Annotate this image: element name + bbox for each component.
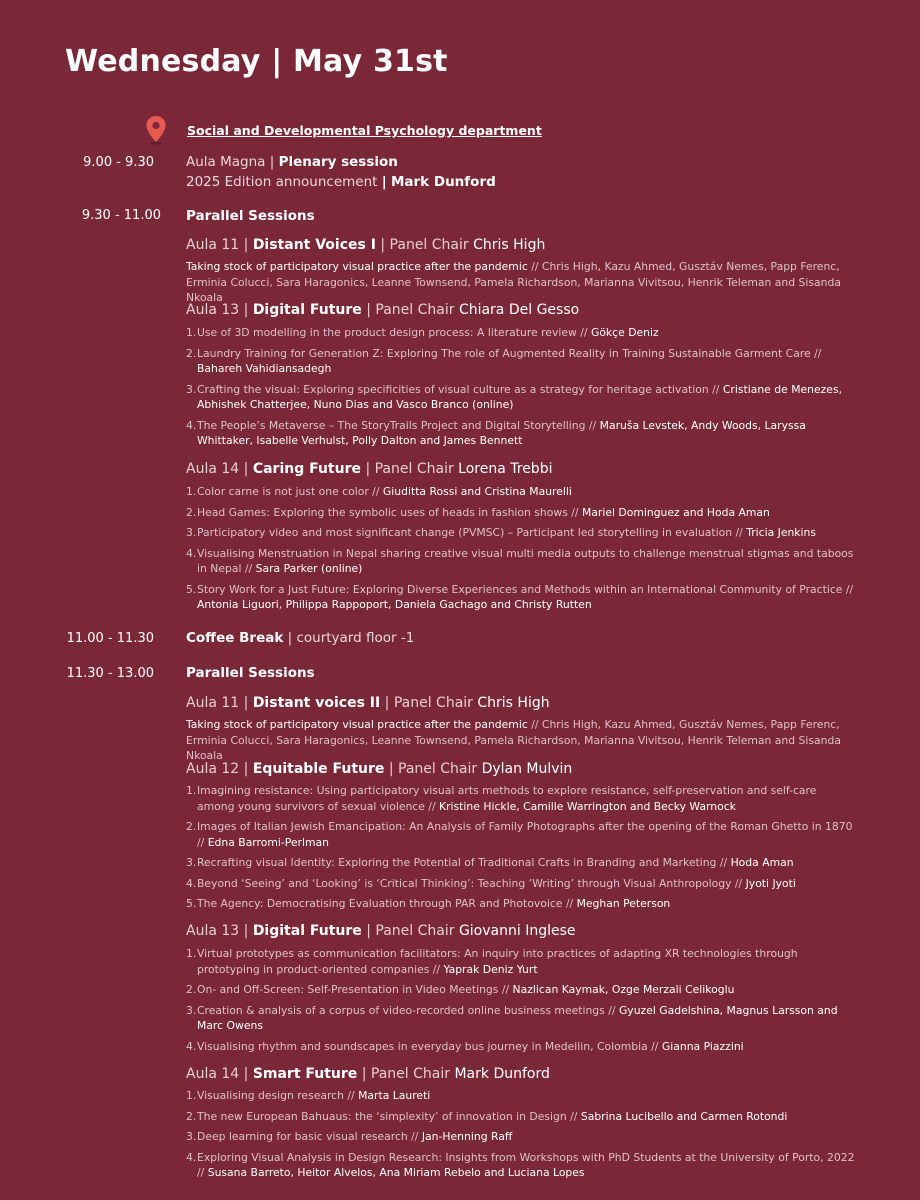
room-label: Aula 14 | xyxy=(186,461,249,477)
paper-title: The new European Bahuaus: the ‘simplexity’ of innovation in Design // xyxy=(197,1109,578,1123)
item-number: 4. xyxy=(186,1039,197,1053)
panel-name: Equitable Future xyxy=(252,761,385,777)
room-label: Aula 12 | xyxy=(186,761,249,777)
paper-title: Recrafting visual Identity: Exploring the Potential of Traditional Crafts in Branding and Marketing // xyxy=(197,856,728,869)
paper-item xyxy=(186,1129,856,1145)
paper-title: Deep learning for basic visual research // xyxy=(197,1130,419,1143)
panel-header xyxy=(186,761,572,777)
paper-authors: Nazlican Kaymak, Ozge Merzali Celikoglu xyxy=(512,983,735,996)
paper-item xyxy=(186,1088,856,1104)
paper-title: Beyond ‘Seeing’ and ‘Looking’ is ‘Critical Thinking’: Teaching ‘Writing’ through Visual Anthropology // xyxy=(197,876,743,890)
item-number: 2. xyxy=(186,820,197,833)
paper-authors: Giuditta Rossi and Cristina Maurelli xyxy=(382,485,572,498)
item-number: 4. xyxy=(186,546,197,560)
paper-authors: Gyuzel Gadelshina, Magnus Larsson and Marc Owens xyxy=(197,1003,838,1032)
panel-description xyxy=(186,717,856,764)
item-number: 3. xyxy=(186,382,197,396)
paper-item xyxy=(186,946,856,977)
venue-link[interactable]: Social and Developmental Psychology department xyxy=(187,123,542,138)
paper-item xyxy=(186,484,856,500)
paper-title: The Agency: Democratising Evaluation through PAR and Photovoice // xyxy=(197,897,574,910)
paper-authors: Gianna Piazzini xyxy=(661,1039,744,1053)
item-number: 2. xyxy=(186,1109,197,1123)
panel-header xyxy=(186,923,576,939)
section-heading: Parallel Sessions xyxy=(186,208,315,224)
paper-title: Use of 3D modelling in the product design process: A literature review // xyxy=(197,326,588,339)
paper-authors: Tricia Jenkins xyxy=(746,526,817,539)
paper-item xyxy=(186,1109,856,1125)
item-number: 3. xyxy=(186,1130,197,1143)
room-label: Aula Magna | xyxy=(186,154,275,170)
chair-name: Chiara Del Gesso xyxy=(458,302,580,318)
paper-authors: Cristiane de Menezes, Abhishek Chatterjee, Nuno Dias and Vasco Branco (online) xyxy=(197,382,842,411)
paper-item xyxy=(186,418,856,449)
paper-authors: Jyoti Jyoti xyxy=(745,876,796,890)
description-authors: // Chris High, Kazu Ahmed, Gusztáv Nemes, Papp Ferenc, Erminia Colucci, Sara Haragonics, Leanne Townsend, Pamela Richardson, Marianna Vivitsou, Henrik Teleman and Sisanda Nkoala xyxy=(186,260,841,304)
paper-item xyxy=(186,382,856,413)
paper-item xyxy=(186,325,856,341)
panel-description xyxy=(186,259,856,306)
paper-authors: Kristine Hickle, Camille Warrington and Becky Warnock xyxy=(439,799,736,813)
paper-item xyxy=(186,525,856,541)
chair-name: Chris High xyxy=(473,237,546,253)
time-slot: 11.00 - 11.30 xyxy=(66,631,154,646)
paper-authors: Susana Barreto, Heitor Alvelos, Ana Miriam Rebelo and Luciana Lopes xyxy=(207,1166,585,1179)
chair-label: | Panel Chair xyxy=(366,302,455,318)
room-label: Aula 13 | xyxy=(186,302,249,318)
plenary-line xyxy=(186,154,398,170)
chair-label: | Panel Chair xyxy=(361,1066,451,1082)
chair-label: | Panel Chair xyxy=(365,461,454,477)
chair-label: | Panel Chair xyxy=(380,237,469,253)
paper-title: Exploring Visual Analysis in Design Research: Insights from Workshops with PhD Students at the University of Porto, 2022 // xyxy=(197,1150,855,1179)
paper-title: Head Games: Exploring the symbolic uses of heads in fashion shows // xyxy=(197,505,579,519)
item-number: 4. xyxy=(186,876,197,890)
paper-item xyxy=(186,1003,856,1034)
room-label: Aula 13 | xyxy=(186,923,249,939)
paper-authors: Sabrina Lucibello and Carmen Rotondi xyxy=(580,1109,788,1123)
coffee-break-label: Coffee Break xyxy=(186,630,284,646)
paper-authors: Jan-Henning Raff xyxy=(421,1130,513,1143)
room-label: Aula 11 | xyxy=(186,695,249,711)
item-number: 2. xyxy=(186,346,197,360)
coffee-break-line xyxy=(186,630,414,646)
paper-item xyxy=(186,346,856,377)
paper-title: Color carne is not just one color // xyxy=(197,485,380,498)
time-slot: 9.30 - 11.00 xyxy=(81,208,161,223)
panel-header xyxy=(186,461,552,477)
paper-authors: Edna Barromi-Perlman xyxy=(207,835,329,849)
page-title: Wednesday | May 31st xyxy=(65,44,448,79)
item-number: 1. xyxy=(186,1089,197,1102)
chair-name: Giovanni Inglese xyxy=(458,923,576,939)
paper-list xyxy=(186,946,856,1059)
location-pin-icon xyxy=(145,115,167,145)
paper-item xyxy=(186,1150,856,1181)
item-number: 1. xyxy=(186,947,197,960)
paper-title: Imagining resistance: Using participatory visual arts methods to explore resistance, self-preservation and self-care among young survivors of sexual violence // xyxy=(197,784,817,813)
panel-name: Distant Voices I xyxy=(252,237,376,253)
chair-name: Chris High xyxy=(477,695,550,711)
speaker-name: Mark Dunford xyxy=(390,174,496,190)
paper-item xyxy=(186,1039,856,1055)
section-heading: Parallel Sessions xyxy=(186,665,315,681)
paper-item xyxy=(186,582,856,613)
paper-title: Visualising rhythm and soundscapes in everyday bus journey in Medellin, Colombia // xyxy=(197,1039,659,1053)
paper-item xyxy=(186,819,856,850)
paper-authors: Antonia Liguori, Philippa Rappoport, Daniela Gachago and Christy Rutten xyxy=(197,598,592,611)
item-number: 1. xyxy=(186,326,197,339)
room-label: Aula 11 | xyxy=(186,237,249,253)
item-number: 3. xyxy=(186,526,197,539)
panel-name: Distant voices II xyxy=(252,695,381,711)
separator: | xyxy=(381,174,387,190)
panel-header xyxy=(186,237,545,253)
panel-header xyxy=(186,695,550,711)
paper-authors: Marta Laureti xyxy=(358,1089,431,1102)
panel-name: Digital Future xyxy=(252,923,362,939)
time-slot: 9.00 - 9.30 xyxy=(83,155,154,170)
paper-item xyxy=(186,783,856,814)
item-number: 1. xyxy=(186,784,197,797)
paper-title: Story Work for a Just Future: Exploring Diverse Experiences and Methods within an International Community of Practice // xyxy=(197,582,854,596)
panel-header xyxy=(186,1066,550,1082)
paper-authors: Maruša Levstek, Andy Woods, Laryssa Whittaker, Isabelle Verhulst, Polly Dalton and James Bennett xyxy=(197,418,806,447)
paper-title: Participatory video and most significant change (PVMSC) – Participant led storytelling in evaluation // xyxy=(197,526,743,539)
announcement-line xyxy=(186,174,496,190)
paper-list xyxy=(186,325,856,454)
paper-list xyxy=(186,783,856,917)
coffee-break-location: | courtyard floor -1 xyxy=(287,630,415,646)
chair-label: | Panel Chair xyxy=(388,761,478,777)
paper-authors: Gökçe Deniz xyxy=(590,326,659,339)
paper-authors: Mariel Dominguez and Hoda Aman xyxy=(581,505,770,519)
paper-title: Creation & analysis of a corpus of video-recorded online business meetings // xyxy=(197,1003,616,1017)
chair-label: | Panel Chair xyxy=(366,923,455,939)
paper-list xyxy=(186,1088,856,1186)
item-number: 5. xyxy=(186,897,197,910)
paper-title: Crafting the visual: Exploring specificities of visual culture as a strategy for heritage activation // xyxy=(197,382,720,396)
paper-title: Images of Italian Jewish Emancipation: An Analysis of Family Photographs after the opening of the Roman Ghetto in 1870 // xyxy=(197,820,853,849)
paper-title: The People’s Metaverse – The StoryTrails Project and Digital Storytelling // xyxy=(197,418,597,432)
paper-authors: Bahareh Vahidiansadegh xyxy=(197,362,332,375)
time-slot: 11.30 - 13.00 xyxy=(66,666,154,681)
item-number: 3. xyxy=(186,856,197,869)
paper-item xyxy=(186,855,856,871)
paper-authors: Sara Parker (online) xyxy=(255,562,363,575)
paper-title: Visualising Menstruation in Nepal sharing creative visual multi media outputs to challenge menstrual stigmas and taboos in Nepal // xyxy=(197,546,854,575)
chair-name: Lorena Trebbi xyxy=(458,461,553,477)
description-lead: Taking stock of participatory visual practice after the pandemic xyxy=(186,260,528,273)
description-authors: // Chris High, Kazu Ahmed, Gusztáv Nemes, Papp Ferenc, Erminia Colucci, Sara Haragonics, Leanne Townsend, Pamela Richardson, Marianna Vivitsou, Henrik Teleman and Sisanda Nkoala xyxy=(186,718,841,762)
panel-name: Caring Future xyxy=(252,461,361,477)
item-number: 4. xyxy=(186,418,197,432)
paper-authors: Hoda Aman xyxy=(730,856,794,869)
session-name: Plenary session xyxy=(278,154,398,170)
paper-title: Virtual prototypes as communication facilitators: An inquiry into practices of adapting XR technologies through prototyping in product-oriented companies // xyxy=(197,947,798,976)
item-number: 3. xyxy=(186,1003,197,1017)
room-label: Aula 14 | xyxy=(186,1066,249,1082)
chair-name: Dylan Mulvin xyxy=(481,761,573,777)
item-number: 4. xyxy=(186,1150,197,1164)
chair-label: | Panel Chair xyxy=(384,695,473,711)
description-lead: Taking stock of participatory visual practice after the pandemic xyxy=(186,718,528,731)
paper-title: On- and Off-Screen: Self-Presentation in Video Meetings // xyxy=(197,983,510,996)
item-number: 2. xyxy=(186,505,197,519)
paper-authors: Yaprak Deniz Yurt xyxy=(443,962,538,976)
paper-list xyxy=(186,484,856,618)
panel-name: Digital Future xyxy=(252,302,362,318)
panel-header xyxy=(186,302,579,318)
paper-item xyxy=(186,546,856,577)
item-number: 1. xyxy=(186,485,197,498)
paper-item xyxy=(186,876,856,892)
announcement-text: 2025 Edition announcement xyxy=(186,174,378,190)
paper-item xyxy=(186,505,856,521)
paper-title: Visualising design research // xyxy=(197,1089,355,1102)
paper-item xyxy=(186,982,856,998)
paper-title: Laundry Training for Generation Z: Exploring The role of Augmented Reality in Training Sustainable Garment Care // xyxy=(197,346,822,360)
chair-name: Mark Dunford xyxy=(454,1066,550,1082)
item-number: 2. xyxy=(186,983,197,996)
panel-name: Smart Future xyxy=(252,1066,358,1082)
paper-item xyxy=(186,896,856,912)
paper-authors: Meghan Peterson xyxy=(576,897,671,910)
item-number: 5. xyxy=(186,582,197,596)
